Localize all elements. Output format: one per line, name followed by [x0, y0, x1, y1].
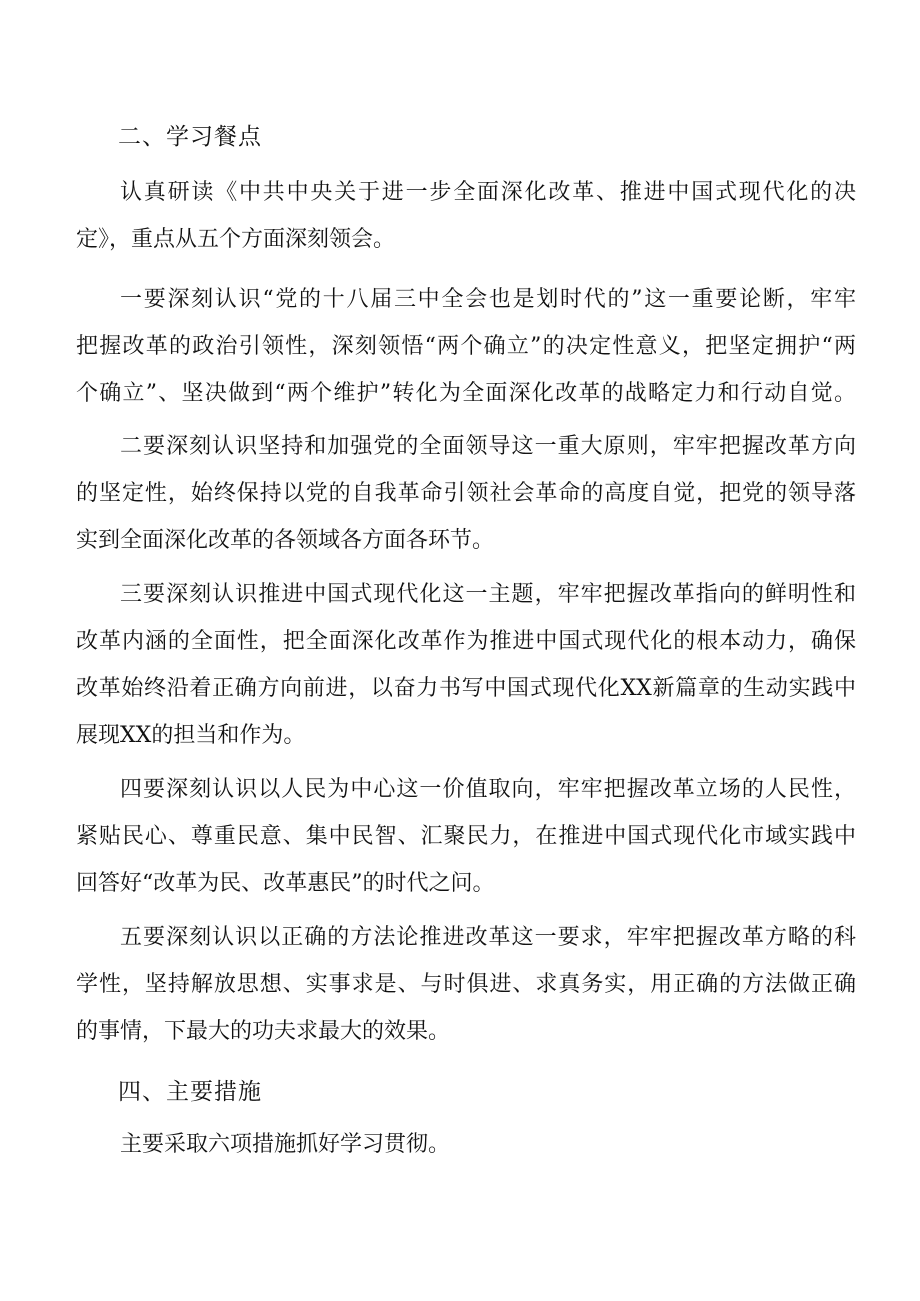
paragraph-line: 一要深刻认识“党的十八届三中全会也是划时代的”这一重要论断，牢牢 [120, 287, 856, 312]
paragraph-line: 紧贴民心、尊重民意、集中民智、汇聚民力，在推进中国式现代化市域实践中 [76, 824, 856, 849]
paragraph-measures-intro [76, 1121, 856, 1168]
paragraph-line: 改革始终沿着正确方向前进，以奋力书写中国式现代化XX新篇章的生动实践中 [76, 676, 856, 701]
paragraph-line: 的坚定性，始终保持以党的自我革命引领社会革命的高度自觉，把党的领导落 [76, 481, 856, 506]
paragraph-line: 主要采取六项措施抓好学习贯彻。 [120, 1132, 451, 1157]
paragraph-line: 的事情，下最大的功夫求最大的效果。 [76, 1019, 451, 1044]
paragraph-point-4 [76, 766, 856, 907]
paragraph-point-5 [76, 914, 856, 1055]
paragraph-point-3 [76, 571, 856, 759]
paragraph-line: 回答好“改革为民、改革惠民”的时代之问。 [76, 871, 495, 896]
paragraph-line: 认真研读《中共中央关于进一步全面深化改革、推进中国式现代化的决 [120, 180, 856, 205]
paragraph-line: 个确立”、坚决做到“两个维护”转化为全面深化改革的战略定力和行动自觉。 [76, 381, 856, 406]
paragraph-line: 四要深刻认识以人民为中心这一价值取向，牢牢把握改革立场的人民性， [120, 777, 856, 802]
paragraph-point-2 [76, 423, 856, 564]
paragraph-line: 定》，重点从五个方面深刻领会。 [76, 227, 396, 252]
paragraph-line: 展现XX的担当和作为。 [76, 723, 306, 748]
paragraph-line: 三要深刻认识推进中国式现代化这一主题，牢牢把握改革指向的鲜明性和 [120, 582, 856, 607]
section-heading-study-points: 二、学习餐点 [118, 124, 262, 150]
paragraph-line: 改革内涵的全面性，把全面深化改革作为推进中国式现代化的根本动力，确保 [76, 629, 856, 654]
section-heading-main-measures: 四、主要措施 [118, 1079, 262, 1105]
paragraph-line: 五要深刻认识以正确的方法论推进改革这一要求，牢牢把握改革方略的科 [120, 925, 856, 950]
paragraph-point-1 [76, 276, 856, 417]
paragraph-line: 二要深刻认识坚持和加强党的全面领导这一重大原则，牢牢把握改革方向 [120, 434, 856, 459]
paragraph-intro [76, 169, 856, 263]
paragraph-line: 学性，坚持解放思想、实事求是、与时俱进、求真务实，用正确的方法做正确 [76, 972, 856, 997]
paragraph-line: 把握改革的政治引领性，深刻领悟“两个确立”的决定性意义，把坚定拥护“两 [76, 334, 856, 359]
paragraph-line: 实到全面深化改革的各领域各方面各环节。 [76, 528, 495, 553]
